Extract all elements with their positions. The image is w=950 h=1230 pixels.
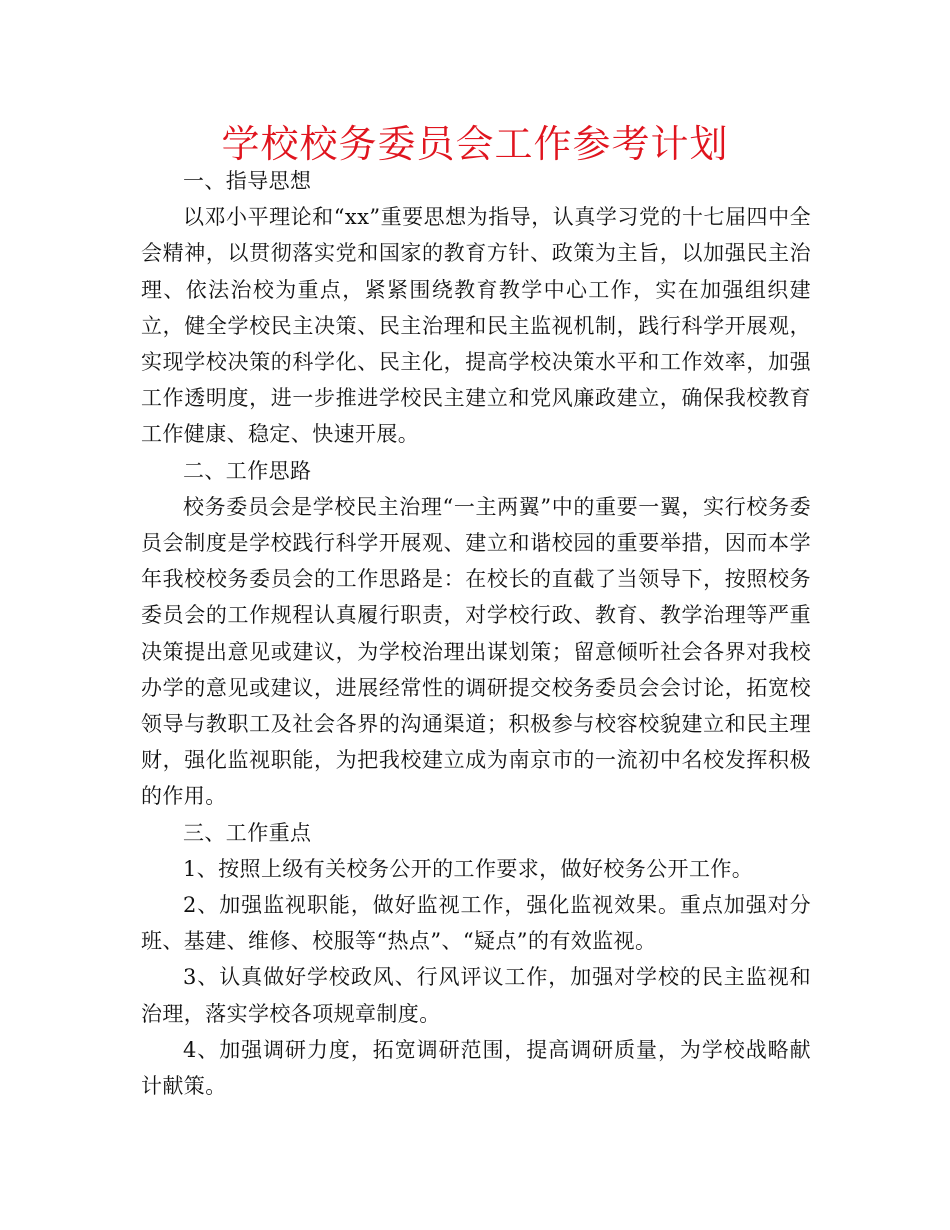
list-item-focus-2: 2、加强监视职能，做好监视工作，强化监视效果。重点加强对分班、基建、维修、校服等“热点”、“疑点”的有效监视。 (141, 893, 811, 954)
section-heading-work-approach: 二、工作思路 (183, 458, 312, 483)
paragraph-guiding-ideology: 以邓小平理论和“xx”重要思想为指导，认真学习党的十七届四中全会精神，以贯彻落实党和国家的教育方针、政策为主旨，以加强民主治理、依法治校为重点，紧紧围绕教育教学中心工作，实在加强组织建立，健全学校民主决策、民主治理和民主监视机制，践行科学开展观，实现学校决策的科学化、民主化，提高学校决策水平和工作效率，加强工作透明度，进一步推进学校民主建立和党风廉政建立，确保我校教育工作健康、稳定、快速开展。 (141, 205, 811, 447)
list-item-focus-3: 3、认真做好学校政风、行风评议工作，加强对学校的民主监视和治理，落实学校各项规章制度。 (141, 965, 811, 1026)
document-body (141, 163, 811, 1104)
section-heading-work-focus: 三、工作重点 (183, 820, 312, 845)
section-heading-guiding-ideology: 一、指导思想 (183, 169, 312, 193)
list-item-focus-4: 4、加强调研力度，拓宽调研范围，提高调研质量，为学校战略献计献策。 (141, 1037, 811, 1099)
list-item-focus-1: 1、按照上级有关校务公开的工作要求，做好校务公开工作。 (183, 856, 754, 881)
paragraph-work-approach: 校务委员会是学校民主治理“一主两翼”中的重要一翼，实行校务委员会制度是学校践行科学开展观、建立和谐校园的重要举措，因而本学年我校校务委员会的工作思路是：在校长的直截了当领导下，按照校务委员会的工作规程认真履行职责，对学校行政、教育、教学治理等严重决策提出意见或建议，为学校治理出谋划策；留意倾听社会各界对我校办学的意见或建议，进展经常性的调研提交校务委员会会讨论，拓宽校领导与教职工及社会各界的沟通渠道；积极参与校容校貌建立和民主理财，强化监视职能，为把我校建立成为南京市的一流初中名校发挥积极的作用。 (141, 494, 811, 809)
document-title: 学校校务委员会工作参考计划 (221, 122, 729, 166)
